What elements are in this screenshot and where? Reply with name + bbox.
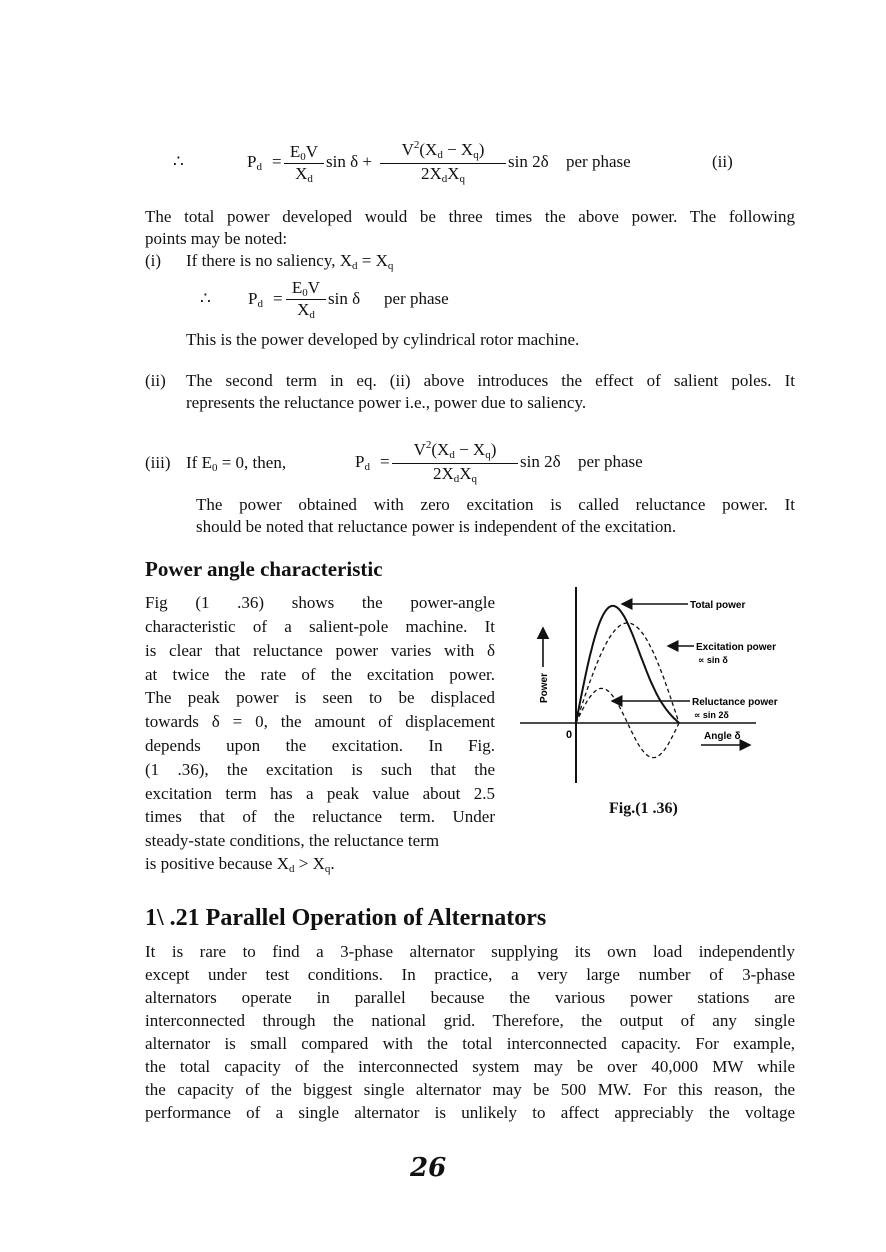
per-phase-label: per phase xyxy=(384,289,449,308)
list-marker: (i) xyxy=(145,251,162,270)
point-i-note: This is the power developed by cylindrical rotor machine. xyxy=(186,330,580,349)
fraction-denominator: $2X_dX_q$ xyxy=(432,464,478,485)
excitation-power-proportionality: ∝ sin δ xyxy=(698,655,728,665)
fraction-denominator: $X_d$ xyxy=(297,300,315,321)
body-line: performance of a single alternator is unlikely to affect appreciably the voltage xyxy=(145,1103,795,1122)
x-axis-label: Angle δ xyxy=(704,731,741,742)
body-line: It is rare to find a 3-phase alternator supplying its own load independently xyxy=(145,942,795,961)
body-line: times that of the reluctance term. Under xyxy=(145,807,495,826)
paragraph-line: The total power developed would be three times the above power. The following xyxy=(145,207,795,226)
fraction-1-numerator: $E_0V$ xyxy=(289,142,319,163)
y-axis-label: Power xyxy=(539,672,550,703)
equals-sign: = xyxy=(272,152,282,171)
list-marker: (ii) xyxy=(145,371,166,390)
excitation-power-label: Excitation power xyxy=(696,642,777,653)
body-line: the total capacity of the interconnected system may be over 40,000 MW while xyxy=(145,1057,795,1076)
reluctance-power-proportionality: ∝ sin 2δ xyxy=(694,710,729,720)
section-heading: Power angle characteristic xyxy=(145,557,383,581)
per-phase-label: per phase xyxy=(566,152,631,171)
origin-label: 0 xyxy=(566,729,573,741)
paragraph-line: should be noted that reluctance power is independent of the excitation. xyxy=(196,517,677,536)
excitation-power-curve xyxy=(576,623,679,723)
body-line: is clear that reluctance power varies with δ xyxy=(145,641,495,660)
body-line-last: is positive because $X_d > X_q$. xyxy=(145,854,335,875)
body-line: (1 .36), the excitation is such that the xyxy=(145,760,495,779)
section-heading-parallel-operation: 1\ .21 Parallel Operation of Alternators xyxy=(145,905,547,931)
body-line: alternators operate in parallel because the various power stations are xyxy=(145,988,795,1007)
list-marker: (iii) xyxy=(145,453,171,472)
body-line: steady-state conditions, the reluctance term xyxy=(145,831,440,850)
therefore-symbol: ∴ xyxy=(200,289,211,308)
power-angle-figure xyxy=(520,585,810,810)
body-line: excitation term has a peak value about 2.5 xyxy=(145,784,495,803)
fraction-numerator: $V^2(X_d - X_q)$ xyxy=(413,439,497,461)
body-line: at twice the rate of the excitation power. xyxy=(145,665,495,684)
equation-lhs: $P_d$ xyxy=(355,452,370,473)
figure-caption: Fig.(1 .36) xyxy=(609,800,678,817)
equation-number: (ii) xyxy=(712,152,733,171)
equals-sign: = xyxy=(273,289,283,308)
reluctance-power-label: Reluctance power xyxy=(692,697,778,708)
point-i-text: If there is no saliency, $X_d = X_q$ xyxy=(186,251,394,272)
sine-term: sin 2δ xyxy=(520,452,561,471)
per-phase-label: per phase xyxy=(578,452,643,471)
body-line: The peak power is seen to be displaced xyxy=(145,688,495,707)
equation-lhs: $P_d$ xyxy=(247,152,262,173)
fraction-2-numerator: $V^2(X_d - X_q)$ xyxy=(401,139,485,161)
paragraph-line: represents the reluctance power i.e., power due to saliency. xyxy=(186,393,587,412)
body-line: alternator is small compared with the total interconnected capacity. For example, xyxy=(145,1034,795,1053)
body-line: depends upon the excitation. In Fig. xyxy=(145,736,495,755)
body-line: except under test conditions. In practice, a very large number of 3-phase xyxy=(145,965,795,984)
body-line: the capacity of the biggest single alternator may be 500 MW. For this reason, the xyxy=(145,1080,795,1099)
point-iii-condition: If $E_0 = 0$, then, xyxy=(186,453,287,474)
therefore-symbol: ∴ xyxy=(173,152,184,171)
fraction-2-denominator: $2X_dX_q$ xyxy=(420,164,466,185)
sine-term: sin δ xyxy=(328,289,361,308)
paragraph-line: The power obtained with zero excitation is called reluctance power. It xyxy=(196,495,795,514)
body-line: interconnected through the national grid. Therefore, the output of any single xyxy=(145,1011,795,1030)
paragraph-line: The second term in eq. (ii) above introduces the effect of salient poles. It xyxy=(186,371,795,390)
equation-lhs: $P_d$ xyxy=(248,289,263,310)
sine-term-1: sin δ + xyxy=(326,152,372,171)
body-line: Fig (1 .36) shows the power-angle xyxy=(145,593,495,612)
page-number: 26 xyxy=(410,1153,447,1183)
equals-sign: = xyxy=(380,452,390,471)
fraction-numerator: $E_0V$ xyxy=(291,278,321,299)
paragraph-line: points may be noted: xyxy=(145,229,288,248)
total-power-label: Total power xyxy=(690,600,746,611)
body-line: towards δ = 0, the amount of displacement xyxy=(145,712,495,731)
sine-term-2: sin 2δ xyxy=(508,152,549,171)
fraction-1-denominator: $X_d$ xyxy=(295,164,313,185)
body-line: characteristic of a salient-pole machine. It xyxy=(145,617,495,636)
